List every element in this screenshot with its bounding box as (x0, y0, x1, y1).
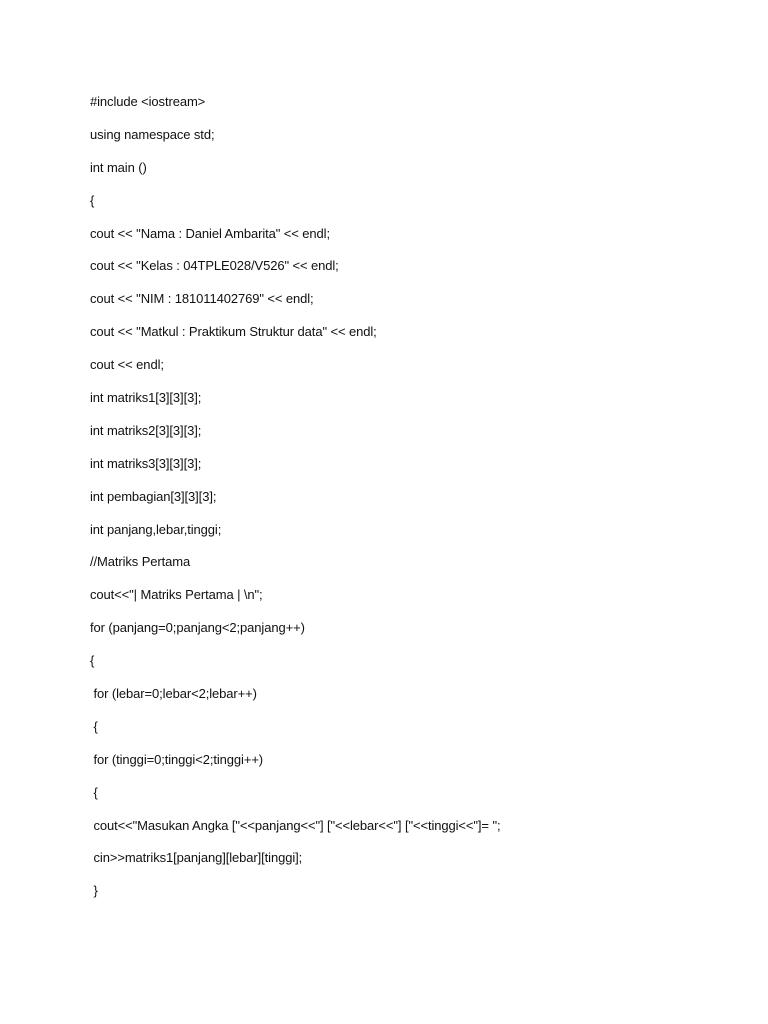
code-line: #include <iostream> (90, 94, 206, 109)
code-line: int matriks1[3][3][3]; (90, 390, 202, 406)
code-line: cout << "Kelas : 04TPLE028/V526" << endl; (90, 258, 339, 274)
code-line: for (tinggi=0;tinggi<2;tinggi++) (90, 751, 264, 767)
code-line: { (90, 718, 98, 734)
code-line: using namespace std; (90, 126, 215, 142)
code-line: { (90, 192, 95, 208)
code-line: for (lebar=0;lebar<2;lebar++) (90, 686, 257, 702)
code-listing (90, 92, 500, 914)
code-line: cout << endl; (90, 357, 164, 373)
code-line: for (panjang=0;panjang<2;panjang++) (90, 620, 305, 636)
code-line: int panjang,lebar,tinggi; (90, 521, 222, 537)
code-line: } (90, 883, 98, 899)
code-line: cout<<"| Matriks Pertama | \n"; (90, 587, 263, 603)
code-line: cout << "NIM : 181011402769" << endl; (90, 291, 314, 307)
code-line: cin>>matriks1[panjang][lebar][tinggi]; (90, 850, 303, 866)
code-line: { (90, 653, 95, 669)
code-line: cout << "Matkul : Praktikum Struktur data" << endl; (90, 324, 377, 340)
code-line: //Matriks Pertama (90, 554, 191, 570)
code-line: int matriks3[3][3][3]; (90, 455, 202, 471)
code-line: { (90, 784, 98, 800)
code-line: int main () (90, 159, 147, 175)
code-line: int matriks2[3][3][3]; (90, 422, 202, 438)
code-line: cout<<"Masukan Angka ["<<panjang<<"] ["<<lebar<<"] ["<<tinggi<<"]= "; (90, 817, 501, 833)
code-line: cout << "Nama : Daniel Ambarita" << endl; (90, 225, 330, 241)
code-line: int pembagian[3][3][3]; (90, 488, 217, 504)
